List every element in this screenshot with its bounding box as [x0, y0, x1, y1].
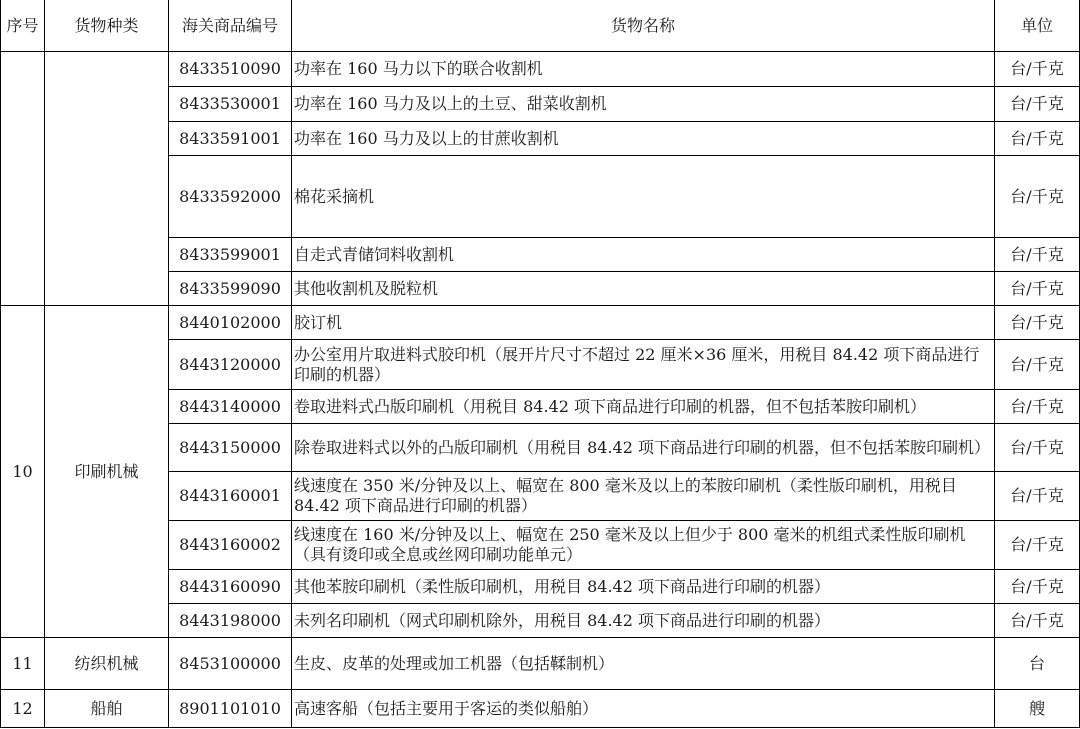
name-cell: 功率在 160 马力以下的联合收割机: [292, 52, 995, 87]
code-cell: 8433599001: [169, 238, 292, 272]
category-cell: 船舶: [45, 690, 169, 728]
code-cell: 8443160002: [169, 521, 292, 570]
unit-cell: 艘: [995, 690, 1080, 728]
code-cell: 8433592000: [169, 156, 292, 238]
table-row: [1, 306, 1080, 340]
table-row: [1, 690, 1080, 728]
code-cell: 8433599090: [169, 272, 292, 306]
code-cell: 8443160090: [169, 570, 292, 604]
unit-cell: 台/千克: [995, 340, 1080, 390]
name-cell: 功率在 160 马力及以上的土豆、甜菜收割机: [292, 87, 995, 122]
unit-cell: 台/千克: [995, 390, 1080, 424]
name-cell: 卷取进料式凸版印刷机（用税目 84.42 项下商品进行印刷的机器，但不包括苯胺印刷机）: [292, 390, 995, 424]
header-name: 货物名称: [292, 0, 995, 52]
code-cell: 8443120000: [169, 340, 292, 390]
code-cell: 8443150000: [169, 424, 292, 472]
code-cell: 8443160001: [169, 472, 292, 521]
code-cell: 8433510090: [169, 52, 292, 87]
unit-cell: 台/千克: [995, 306, 1080, 340]
table-row: [1, 52, 1080, 87]
header-seq: 序号: [1, 0, 45, 52]
name-cell: 线速度在 350 米/分钟及以上、幅宽在 800 毫米及以上的苯胺印刷机（柔性版印刷机，用税目 84.42 项下商品进行印刷的机器）: [292, 472, 995, 521]
unit-cell: 台/千克: [995, 52, 1080, 87]
category-cell: 纺织机械: [45, 638, 169, 690]
unit-cell: 台/千克: [995, 604, 1080, 638]
unit-cell: 台/千克: [995, 424, 1080, 472]
unit-cell: 台/千克: [995, 122, 1080, 156]
name-cell: 除卷取进料式以外的凸版印刷机（用税目 84.42 项下商品进行印刷的机器，但不包括苯胺印刷机）: [292, 424, 995, 472]
header-row: [1, 0, 1080, 52]
name-cell: 生皮、皮革的处理或加工机器（包括鞣制机）: [292, 638, 995, 690]
unit-cell: 台/千克: [995, 156, 1080, 238]
name-cell: 高速客船（包括主要用于客运的类似船舶）: [292, 690, 995, 728]
unit-cell: 台/千克: [995, 87, 1080, 122]
seq-cell: 11: [1, 638, 45, 690]
seq-cell: 12: [1, 690, 45, 728]
code-cell: 8433591001: [169, 122, 292, 156]
unit-cell: 台/千克: [995, 570, 1080, 604]
category-cell: [45, 52, 169, 306]
name-cell: 其他收割机及脱粒机: [292, 272, 995, 306]
code-cell: 8453100000: [169, 638, 292, 690]
name-cell: 胶订机: [292, 306, 995, 340]
name-cell: 功率在 160 马力及以上的甘蔗收割机: [292, 122, 995, 156]
table-row: [1, 638, 1080, 690]
code-cell: 8433530001: [169, 87, 292, 122]
category-cell: 印刷机械: [45, 306, 169, 638]
seq-cell: [1, 52, 45, 306]
name-cell: 未列名印刷机（网式印刷机除外，用税目 84.42 项下商品进行印刷的机器）: [292, 604, 995, 638]
name-cell: 棉花采摘机: [292, 156, 995, 238]
unit-cell: 台/千克: [995, 472, 1080, 521]
code-cell: 8440102000: [169, 306, 292, 340]
header-category: 货物种类: [45, 0, 169, 52]
unit-cell: 台/千克: [995, 238, 1080, 272]
name-cell: 线速度在 160 米/分钟及以上、幅宽在 250 毫米及以上但少于 800 毫米的机组式柔性版印刷机（具有烫印或全息或丝网印刷功能单元）: [292, 521, 995, 570]
name-cell: 办公室用片取进料式胶印机（展开片尺寸不超过 22 厘米×36 厘米，用税目 84.42 项下商品进行印刷的机器）: [292, 340, 995, 390]
unit-cell: 台/千克: [995, 521, 1080, 570]
code-cell: 8443198000: [169, 604, 292, 638]
unit-cell: 台: [995, 638, 1080, 690]
name-cell: 其他苯胺印刷机（柔性版印刷机，用税目 84.42 项下商品进行印刷的机器）: [292, 570, 995, 604]
header-unit: 单位: [995, 0, 1080, 52]
header-code: 海关商品编号: [169, 0, 292, 52]
seq-cell: 10: [1, 306, 45, 638]
code-cell: 8901101010: [169, 690, 292, 728]
unit-cell: 台/千克: [995, 272, 1080, 306]
name-cell: 自走式青储饲料收割机: [292, 238, 995, 272]
code-cell: 8443140000: [169, 390, 292, 424]
